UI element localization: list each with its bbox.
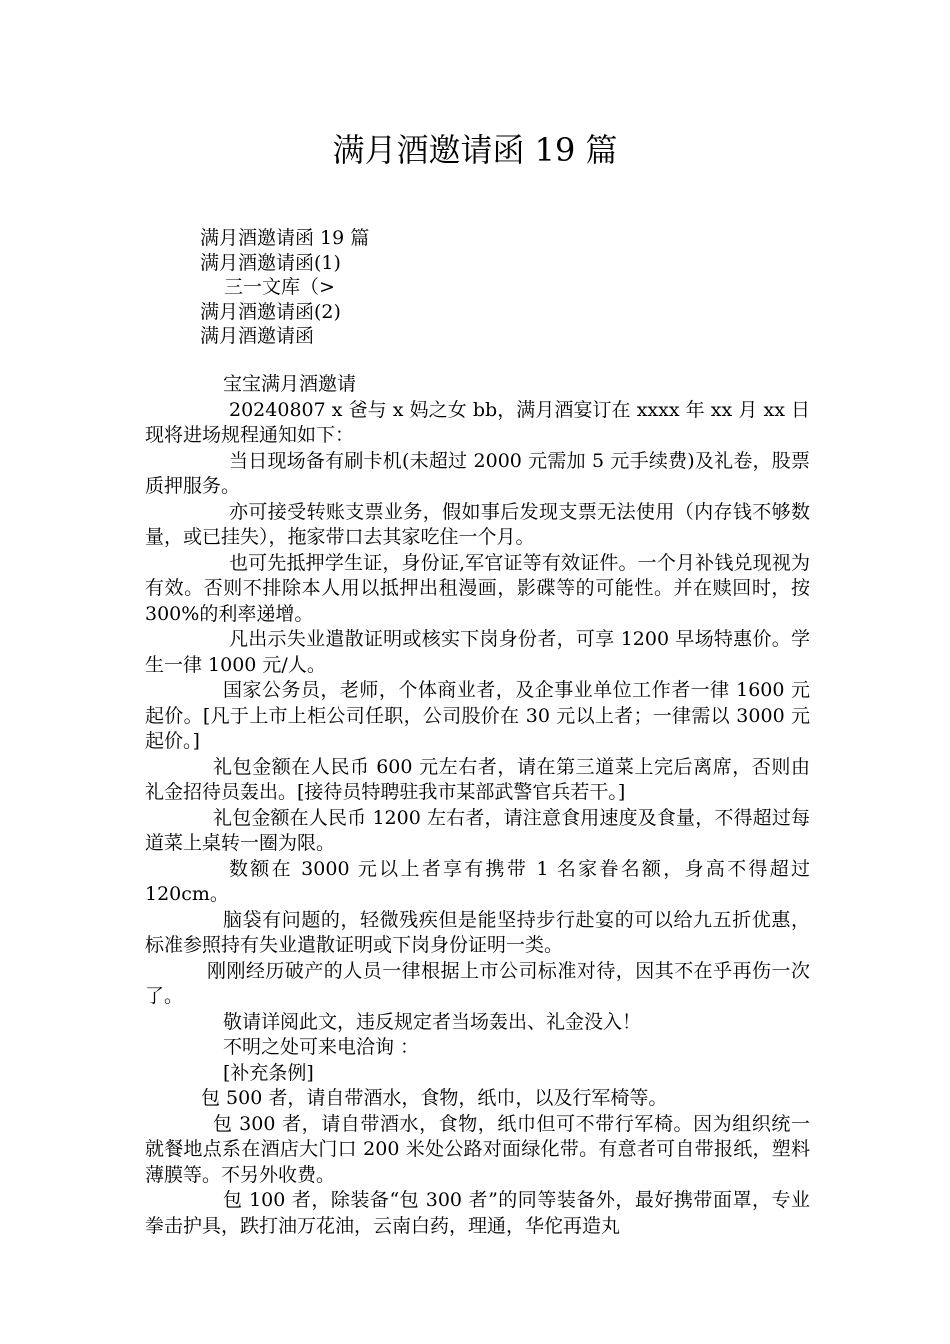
paragraph: 包 500 者，请自带酒水，食物，纸巾，以及行军椅等。 (201, 1087, 668, 1109)
toc-item: 满月酒邀请函(1) (200, 251, 341, 274)
paragraph: 当日现场备有刷卡机(未超过 2000 元需加 5 元手续费)及礼卷，股票质押服务。 (145, 449, 810, 497)
paragraph: 包 300 者，请自带酒水，食物，纸巾但可不带行军椅。因为组织统一就餐地点系在酒店大门口 200 米处公路对面绿化带。有意者可自带报纸，塑料薄膜等。不另外收费。 (145, 1112, 810, 1186)
paragraph: 数额在 3000 元以上者享有携带 1 名家眷名额，身高不得超过 120cm。 (145, 857, 810, 905)
paragraph: 不明之处可来电洽询 ： (223, 1036, 420, 1058)
paragraph: 也可先抵押学生证，身份证,军官证等有效证件。一个月补钱兑现视为有效。否则不排除本人用以抵押出租漫画，影碟等的可能性。并在赎回时，按 300%的利率递增。 (145, 551, 810, 625)
paragraph: 20240807 x 爸与 x 妈之女 bb，满月酒宴订在 xxxx 年 xx 月 xx 日现将进场规程通知如下： (145, 398, 810, 446)
paragraph: [补充条例] (223, 1061, 314, 1084)
paragraph: 凡出示失业遣散证明或核实下岗身份者，可享 1200 早场特惠价。学生一律 1000 元/人。 (145, 628, 810, 676)
toc-item: 满月酒邀请函(2) (200, 300, 341, 323)
toc-item: 满月酒邀请函 (200, 325, 315, 347)
table-of-contents (200, 226, 800, 349)
toc-item: 满月酒邀请函 19 篇 (200, 227, 370, 249)
document-title: 满月酒邀请函 19 篇 (332, 131, 618, 169)
paragraph: 国家公务员，老师，个体商业者，及企事业单位工作者一律 1600 元起价。[凡于上市上柜公司任职，公司股价在 30 元以上者；一律需以 3000 元起价。] (145, 679, 810, 752)
paragraph: 礼包金额在人民币 600 元左右者，请在第三道菜上完后离席，否则由礼金招待员轰出。[接待员特聘驻我市某部武警官兵若干。] (145, 755, 810, 803)
section-heading: 宝宝满月酒邀请 (223, 373, 357, 395)
toc-item: 三一文库（> (224, 276, 335, 298)
paragraph: 礼包金额在人民币 1200 左右者，请注意食用速度及食量，不得超过每道菜上桌转一圈为限。 (145, 806, 810, 854)
paragraph: 刚刚经历破产的人员一律根据上市公司标准对待，因其不在乎再伤一次了。 (145, 959, 810, 1007)
document-body (145, 372, 810, 1239)
paragraph: 脑袋有问题的，轻微残疾但是能坚持步行赴宴的可以给九五折优惠，标准参照持有失业遣散证明或下岗身份证明一类。 (145, 908, 810, 956)
paragraph: 敬请详阅此文，违反规定者当场轰出、礼金没入！ (223, 1010, 642, 1033)
paragraph: 亦可接受转账支票业务，假如事后发现支票无法使用（内存钱不够数量，或已挂失），拖家带口去其家吃住一个月。 (145, 500, 810, 548)
paragraph: 包 100 者，除装备“包 300 者”的同等装备外，最好携带面罩，专业拳击护具，跌打油万花油，云南白药，理通，华佗再造丸 (145, 1189, 810, 1237)
